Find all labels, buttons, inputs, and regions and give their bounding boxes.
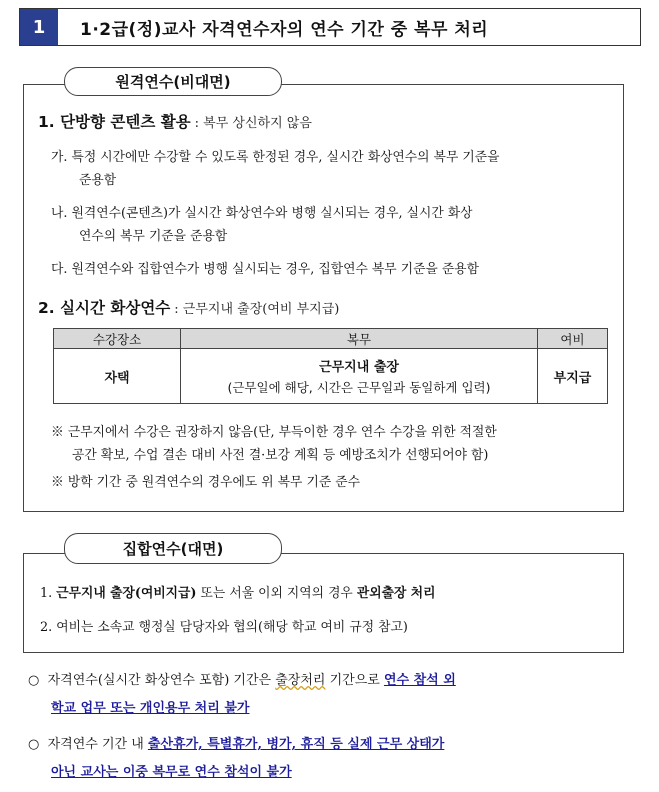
bullet-1-squig: 출장처리: [275, 673, 326, 688]
bullet-1-emph: 연수 참석 외: [383, 673, 456, 688]
table-row: [54, 349, 608, 404]
offline-item-1-strong2: 관외출장 처리: [356, 586, 436, 601]
table-cell-place: 자택: [54, 349, 181, 404]
remote-item-na-2: 연수의 복무 기준을 준용함: [79, 229, 228, 244]
bullet-mark: ○: [28, 737, 40, 752]
remote-s2-title: 2. 실시간 화상연수: [38, 299, 171, 317]
remote-s2-sub: : 근무지내 출장(여비 부지급): [174, 302, 340, 317]
bullet-2-emph: 출산휴가, 특별휴가, 병가, 휴직 등 실제 근무 상태가: [147, 737, 445, 752]
remote-s1-heading: [38, 110, 312, 132]
section-header: [19, 8, 641, 46]
bullet-1-line-1: [28, 669, 456, 688]
remote-item-ga-1: 가. 특정 시간에만 수강할 수 있도록 한정된 경우, 실시간 화상연수의 복무 기준을: [51, 150, 500, 165]
offline-item-1: [40, 582, 436, 601]
table-cell-duty: [181, 349, 538, 404]
bullet-1-emph-2: 학교 업무 또는 개인용무 처리 불가: [51, 701, 250, 716]
offline-training-label: 집합연수(대면): [64, 533, 282, 564]
remote-note-2: ※ 방학 기간 중 원격연수의 경우에도 위 복무 기준 준수: [51, 475, 361, 490]
remote-s2-heading: [38, 296, 339, 318]
duty-main: 근무지내 출장: [319, 360, 399, 375]
table-header-place: 수강장소: [54, 329, 181, 349]
bullet-1-mid: 기간으로: [325, 673, 384, 688]
remote-item-na-1: 나. 원격연수(콘텐츠)가 실시간 화상연수와 병행 실시되는 경우, 실시간 화상: [51, 206, 473, 221]
offline-training-box: [23, 553, 624, 653]
bullet-1-line-2: [51, 697, 249, 716]
bullet-2-line-2: [51, 761, 292, 780]
section-number: 1: [20, 9, 58, 45]
duty-table: [53, 328, 608, 404]
remote-s1-title: 1. 단방향 콘텐츠 활용: [38, 113, 191, 131]
remote-s1-sub: : 복무 상신하지 않음: [194, 116, 312, 131]
bullet-mark: ○: [28, 673, 40, 688]
duty-sub: (근무일에 해당, 시간은 근무일과 동일하게 입력): [227, 380, 491, 395]
offline-item-2: 2. 여비는 소속교 행정실 담당자와 협의(해당 학교 여비 규정 참고): [40, 620, 408, 635]
table-header-duty: 복무: [181, 329, 538, 349]
bullet-1-pre: 자격연수(실시간 화상연수 포함) 기간은: [47, 673, 276, 688]
bullet-2-line-1: [28, 733, 444, 752]
offline-item-1-num: 1.: [40, 586, 57, 601]
table-header-fee: 여비: [538, 329, 608, 349]
offline-item-1-strong: 근무지내 출장(여비지급): [56, 586, 197, 601]
remote-note-1b: 공간 확보, 수업 결손 대비 사전 결·보강 계획 등 예방조치가 선행되어야 함): [72, 448, 489, 463]
remote-item-da: 다. 원격연수와 집합연수가 병행 실시되는 경우, 집합연수 복무 기준을 준용함: [51, 262, 479, 277]
remote-item-ga-2: 준용함: [79, 173, 117, 188]
bullet-2-pre: 자격연수 기간 내: [47, 737, 148, 752]
table-cell-fee: 부지급: [538, 349, 608, 404]
remote-note-1a: ※ 근무지에서 수강은 권장하지 않음(단, 부득이한 경우 연수 수강을 위한 적절한: [51, 425, 497, 440]
section-title: 1·2급(정)교사 자격연수자의 연수 기간 중 복무 처리: [80, 19, 489, 40]
bullet-2-emph-2: 아닌 교사는 이중 복무로 연수 참석이 불가: [51, 765, 292, 780]
offline-item-1-mid: 또는 서울 이외 지역의 경우: [196, 586, 357, 601]
remote-training-label: 원격연수(비대면): [64, 67, 282, 96]
